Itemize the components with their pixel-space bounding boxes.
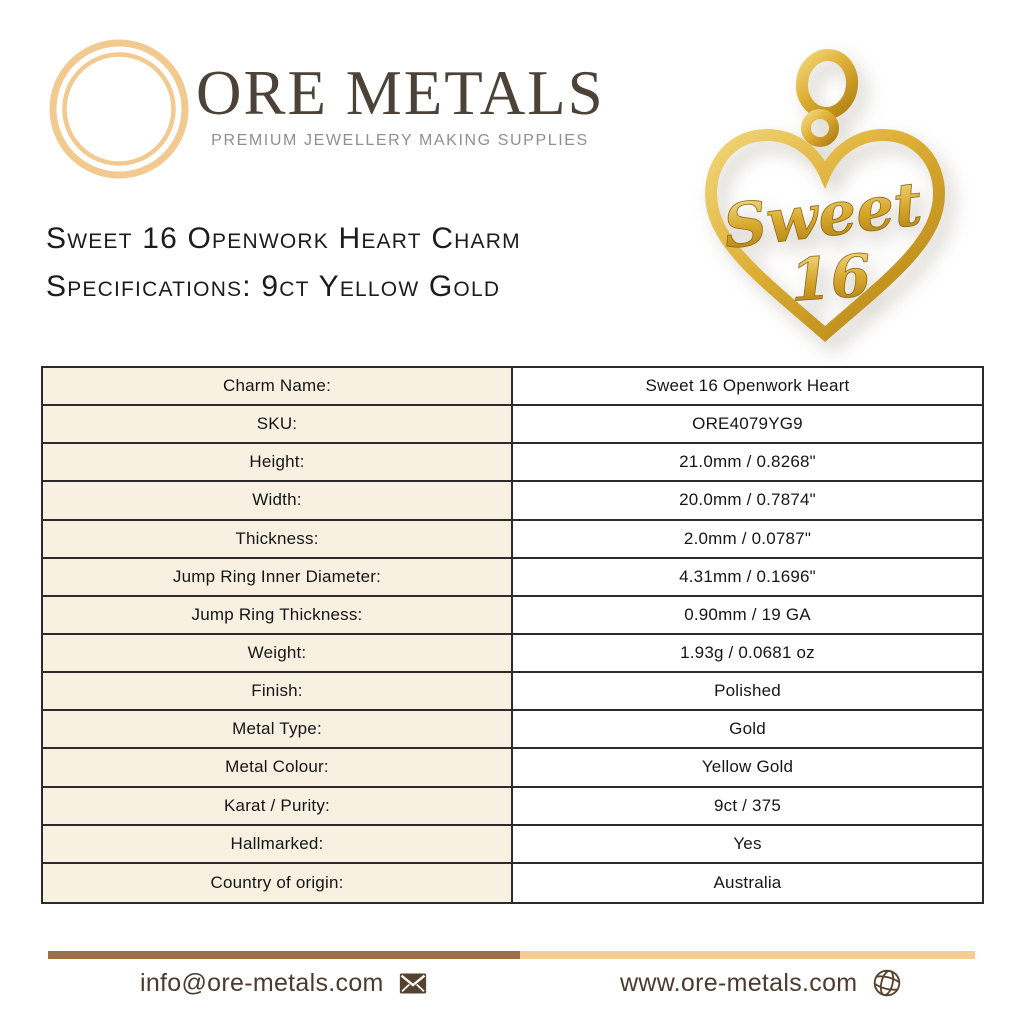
spec-value: 9ct / 375 bbox=[513, 788, 982, 826]
contact-website bbox=[620, 963, 902, 1003]
charm-script-word: Sweet bbox=[719, 169, 926, 264]
brand-block bbox=[196, 60, 604, 150]
product-image-heart-charm bbox=[700, 46, 950, 346]
spec-value: ORE4079YG9 bbox=[513, 406, 982, 444]
spec-label: Jump Ring Inner Diameter: bbox=[43, 559, 513, 597]
spec-label: Charm Name: bbox=[43, 368, 513, 406]
divider-brown-segment bbox=[48, 951, 520, 959]
spec-label: Width: bbox=[43, 482, 513, 520]
email-address[interactable]: info@ore-metals.com bbox=[140, 968, 384, 997]
spec-label: Jump Ring Thickness: bbox=[43, 597, 513, 635]
brand-name: ORE METALS bbox=[196, 58, 605, 128]
product-title: Sweet 16 Openwork Heart Charm bbox=[46, 222, 521, 255]
spec-value: Polished bbox=[513, 673, 982, 711]
charm-number: 16 bbox=[787, 241, 874, 315]
spec-label: SKU: bbox=[43, 406, 513, 444]
spec-value: 1.93g / 0.0681 oz bbox=[513, 635, 982, 673]
spec-value: 0.90mm / 19 GA bbox=[513, 597, 982, 635]
spec-label: Thickness: bbox=[43, 521, 513, 559]
brand-logo-rings-icon bbox=[48, 38, 190, 180]
spec-value: Gold bbox=[513, 711, 982, 749]
spec-value: Yes bbox=[513, 826, 982, 864]
spec-label: Country of origin: bbox=[43, 864, 513, 902]
spec-value: Yellow Gold bbox=[513, 749, 982, 787]
jump-ring bbox=[799, 52, 856, 116]
spec-value: Australia bbox=[513, 864, 982, 902]
spec-label: Karat / Purity: bbox=[43, 788, 513, 826]
spec-value: 4.31mm / 0.1696" bbox=[513, 559, 982, 597]
envelope-icon bbox=[399, 973, 427, 994]
spec-table bbox=[41, 366, 984, 904]
divider-gold-segment bbox=[520, 951, 975, 959]
website-url[interactable]: www.ore-metals.com bbox=[620, 968, 858, 997]
spec-label: Height: bbox=[43, 444, 513, 482]
spec-label: Finish: bbox=[43, 673, 513, 711]
spec-value: 20.0mm / 0.7874" bbox=[513, 482, 982, 520]
connector-loop bbox=[806, 114, 834, 142]
contact-email bbox=[140, 963, 427, 1003]
globe-icon bbox=[872, 968, 902, 998]
spec-label: Hallmarked: bbox=[43, 826, 513, 864]
footer-divider bbox=[48, 951, 975, 959]
spec-label: Metal Type: bbox=[43, 711, 513, 749]
spec-value: 21.0mm / 0.8268" bbox=[513, 444, 982, 482]
product-subtitle: Specifications: 9ct Yellow Gold bbox=[46, 270, 501, 303]
brand-tagline: PREMIUM JEWELLERY MAKING SUPPLIES bbox=[211, 132, 589, 150]
spec-value: 2.0mm / 0.0787" bbox=[513, 521, 982, 559]
spec-label: Weight: bbox=[43, 635, 513, 673]
title-block bbox=[46, 224, 521, 302]
spec-label: Metal Colour: bbox=[43, 749, 513, 787]
spec-value: Sweet 16 Openwork Heart bbox=[513, 368, 982, 406]
